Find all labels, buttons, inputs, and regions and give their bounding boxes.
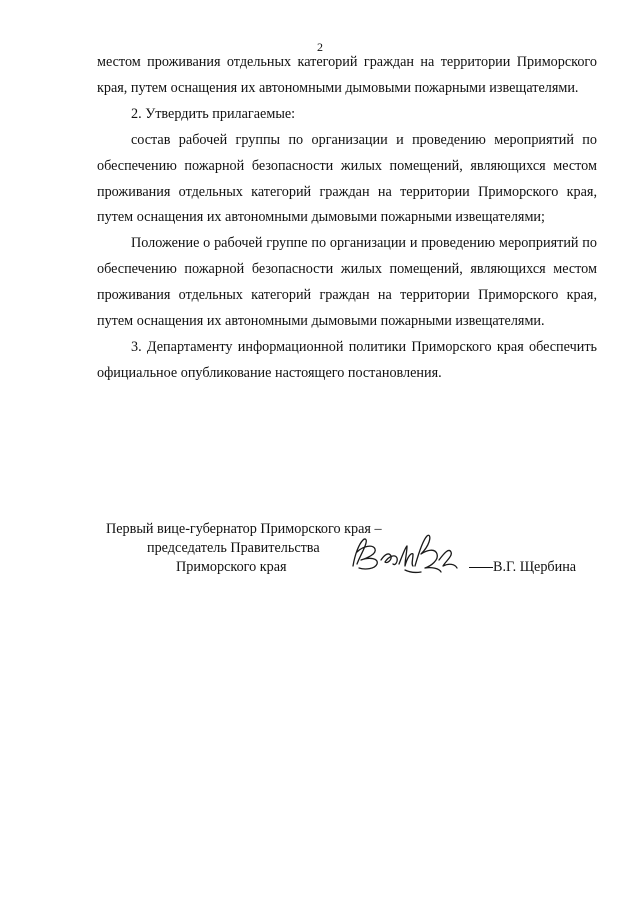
paragraph-working-group: состав рабочей группы по организации и проведению мероприятий по обеспечению пожарной безопасности жилых помещений, являющихся местом проживания отдельных категорий граждан на территории Приморского края, путем оснащения их автономными дымовыми пожарными извещателями; (97, 131, 597, 226)
signatory-title-line-2: председатель Правительства (147, 540, 320, 556)
paragraph-item-3: 3. Департаменту информационной политики Приморского края обеспечить официальное опубликование настоящего постановления. (97, 338, 597, 381)
signature-dash (469, 567, 493, 568)
paragraph-continuation: местом проживания отдельных категорий граждан на территории Приморского края, путем оснащения их автономными дымовыми пожарными извещателями. (97, 54, 597, 96)
page-number: 2 (317, 40, 323, 54)
signatory-title-line-1: Первый вице-губернатор Приморского края – (106, 521, 382, 537)
signatory-name-line (469, 558, 576, 576)
signatory-name: В.Г. Щербина (493, 559, 577, 575)
paragraph-regulation: Положение о рабочей группе по организации и проведению мероприятий по обеспечению пожарной безопасности жилых помещений, являющихся местом проживания отдельных категорий граждан на территории Приморского края, путем оснащения их автономными дымовыми пожарными извещателями. (97, 235, 597, 330)
signatory-title-line-3: Приморского края (176, 559, 287, 575)
handwritten-signature (345, 530, 465, 580)
paragraph-item-2: 2. Утвердить прилагаемые: (131, 105, 296, 122)
